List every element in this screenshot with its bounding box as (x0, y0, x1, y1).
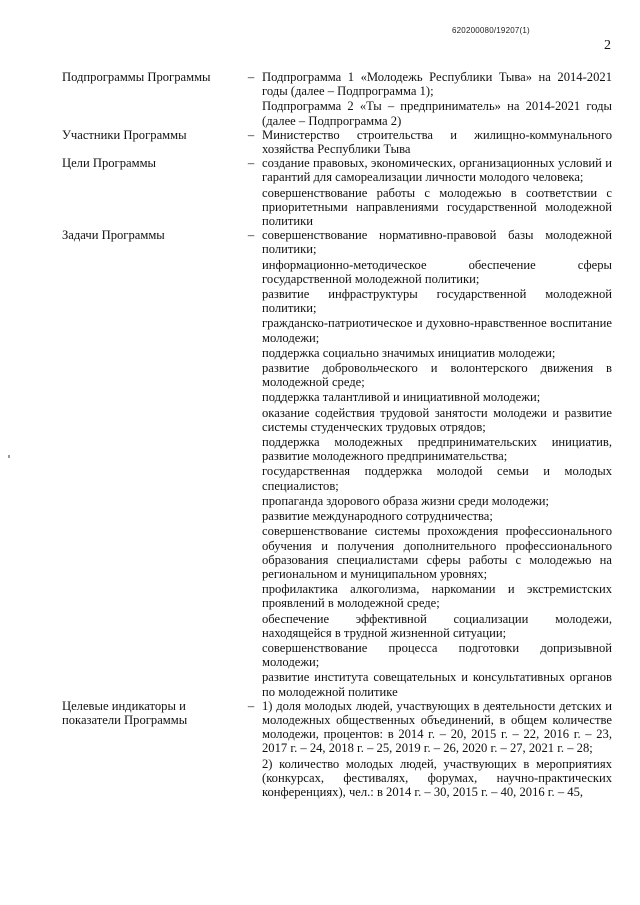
row-value (262, 699, 612, 799)
document-id: 620200080/19207(1) (452, 26, 530, 35)
row-value (262, 128, 612, 156)
row-tasks (62, 228, 612, 699)
page-number: 2 (604, 38, 611, 53)
scan-speck (8, 455, 10, 458)
value-item: создание правовых, экономических, организационных условий и гарантий для самореализации личности молодого человека; (262, 156, 612, 185)
row-label: Задачи Программы (62, 228, 165, 243)
value-item: совершенствование системы прохождения профессионального обучения и получения дополнительного профессионального образования специалистами сферы работы с молодежью на региональном и муниципальном уровнях; (262, 524, 612, 581)
value-item: информационно-методическое обеспечение сферы государственной молодежной политики; (262, 257, 612, 286)
row-goals (62, 156, 612, 228)
value-item: Подпрограмма 2 «Ты – предприниматель» на 2014-2021 годы (далее – Подпрограмма 2) (262, 99, 612, 128)
value-item: государственная поддержка молодой семьи и молодых специалистов; (262, 464, 612, 493)
row-label: Целевые индикаторы и показатели Программы (62, 698, 188, 727)
row-indicators (62, 699, 612, 799)
value-item: обеспечение эффективной социализации молодежи, находящейся в трудной жизненной ситуации; (262, 611, 612, 640)
value-item: гражданско-патриотическое и духовно-нравственное воспитание молодежи; (262, 316, 612, 345)
value-item: Подпрограмма 1 «Молодежь Республики Тыва» на 2014-2021 годы (далее – Подпрограмма 1); (262, 70, 612, 99)
value-item: совершенствование работы с молодежью в соответствии с приоритетными направлениями государственной молодежной политики (262, 185, 612, 229)
value-item: оказание содействия трудовой занятости молодежи и развитие системы студенческих трудовых отрядов; (262, 405, 612, 434)
value-item: 2) количество молодых людей, участвующих в мероприятиях (конкурсах, фестивалях, форумах, научно-практических конференциях), чел.: в 2014 г. – 30, 2015 г. – 40, 2016 г. – 45, (262, 756, 612, 799)
row-subprograms (62, 70, 612, 128)
row-value (262, 70, 612, 128)
value-item: развитие добровольческого и волонтерского движения в молодежной среде; (262, 361, 612, 390)
value-item: совершенствование нормативно-правовой базы молодежной политики; (262, 228, 612, 257)
row-participants (62, 128, 612, 156)
value-item: развитие международного сотрудничества; (262, 509, 493, 524)
row-label: Цели Программы (62, 156, 156, 171)
row-dash: – (247, 698, 255, 713)
row-dash: – (247, 156, 255, 171)
row-dash: – (247, 127, 255, 142)
row-dash: – (247, 70, 255, 84)
row-label: Подпрограммы Программы (62, 70, 211, 84)
row-value (262, 228, 612, 699)
value-item: пропаганда здорового образа жизни среди молодежи; (262, 493, 550, 508)
value-item: профилактика алкоголизма, наркомании и экстремистских проявлений в молодежной среде; (262, 582, 612, 611)
value-item: поддержка талантливой и инициативной молодежи; (262, 390, 541, 405)
passport-table (62, 70, 612, 799)
value-item: поддержка молодежных предпринимательских инициатив, развитие молодежного предпринимательства; (262, 435, 612, 464)
row-label: Участники Программы (62, 127, 187, 142)
value-item: развитие института совещательных и консультативных органов по молодежной политике (262, 670, 612, 699)
value-item: совершенствование процесса подготовки допризывной молодежи; (262, 640, 612, 670)
value-item: 1) доля молодых людей, участвующих в деятельности детских и молодежных общественных объединений, в общем количестве молодежи, процентов: в 2014 г. – 20, 2015 г. – 22, 2016 г. – 23, 2017 г. – 24, 2018 г. – 25, 2019 г. – 26, 2020 г. – 27, 2021 г. – 28; (262, 698, 612, 756)
value-item: поддержка социально значимых инициатив молодежи; (262, 345, 556, 360)
row-value (262, 156, 612, 228)
row-dash: – (247, 228, 255, 243)
value-item: Министерство строительства и жилищно-коммунального хозяйства Республики Тыва (262, 127, 612, 157)
value-item: развитие инфраструктуры государственной молодежной политики; (262, 287, 612, 316)
